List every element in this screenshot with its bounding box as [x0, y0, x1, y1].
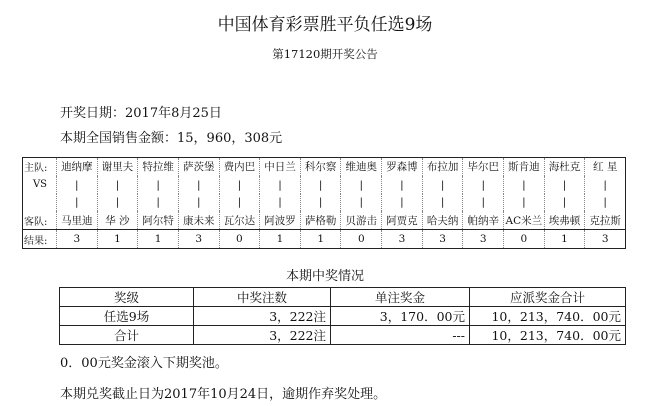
match-result: 3: [178, 230, 219, 249]
match-away: 帕纳辛: [463, 211, 504, 229]
match-away: 贝游击: [341, 211, 382, 229]
match-result: 3: [463, 230, 504, 249]
section-title: 本期中奖情况: [285, 269, 364, 284]
sep-row-1: [23, 176, 626, 194]
match-result: 1: [544, 230, 585, 249]
match-separator: |: [585, 176, 626, 194]
total-label: 合计: [60, 326, 194, 345]
match-separator: |: [57, 194, 98, 212]
match-separator: |: [463, 194, 504, 212]
prize-row: [60, 307, 626, 326]
total-count: 3，222注: [194, 326, 331, 345]
match-separator: |: [57, 176, 98, 194]
match-result: 3: [422, 230, 463, 249]
match-away: 马里迪: [57, 211, 98, 229]
header-unit-prize: 单注奖金: [331, 288, 470, 307]
match-away: 华 沙: [97, 211, 138, 229]
match-away: 哈夫纳: [422, 211, 463, 229]
match-result: 1: [97, 230, 138, 249]
match-home: 红 星: [585, 158, 626, 176]
match-separator: |: [178, 194, 219, 212]
match-home: 罗森博: [382, 158, 423, 176]
match-grid: [22, 157, 626, 249]
match-home: 谢里夫: [97, 158, 138, 176]
match-home: 费内巴: [219, 158, 260, 176]
sep-row-2: [23, 194, 626, 212]
match-home: 布拉加: [422, 158, 463, 176]
match-home: 萨茨堡: [178, 158, 219, 176]
match-separator: |: [585, 194, 626, 212]
deadline-note: 本期兑奖截止日为2017年10月24日，逾期作弃奖处理。: [60, 387, 387, 402]
prize-level: 任选9场: [60, 307, 194, 326]
match-separator: |: [219, 194, 260, 212]
prize-table: [59, 287, 626, 345]
page-title: 中国体育彩票胜平负任选9场: [217, 15, 433, 35]
match-separator: |: [97, 176, 138, 194]
draw-date: 开奖日期：2017年8月25日: [60, 106, 222, 121]
match-result: 1: [138, 230, 179, 249]
header-count: 中奖注数: [194, 288, 331, 307]
header-level: 奖级: [60, 288, 194, 307]
vs-label: VS: [32, 179, 48, 191]
match-away: 阿尔特: [138, 211, 179, 229]
sales-amount: 本期全国销售金额：15，960，308元: [60, 131, 283, 146]
match-separator: |: [138, 194, 179, 212]
match-away: 克拉斯: [585, 211, 626, 229]
match-separator: |: [341, 176, 382, 194]
match-separator: |: [300, 194, 341, 212]
match-separator: |: [138, 176, 179, 194]
match-home: 中日兰: [260, 158, 301, 176]
match-away: 萨格勒: [300, 211, 341, 229]
match-separator: |: [382, 194, 423, 212]
match-away: 埃弗顿: [544, 211, 585, 229]
result-label: 结果:: [23, 230, 57, 249]
match-home: 迪纳摩: [57, 158, 98, 176]
match-result: 3: [382, 230, 423, 249]
match-separator: |: [260, 176, 301, 194]
spacer-cell: [23, 194, 57, 212]
prize-unit: 3，170．00元: [331, 307, 470, 326]
home-row: [23, 158, 626, 176]
away-label: 客队:: [24, 216, 48, 228]
rollover-note: 0．00元奖金滚入下期奖池。: [60, 356, 228, 371]
match-result: 0: [504, 230, 545, 249]
match-separator: |: [97, 194, 138, 212]
match-away: 阿波罗: [260, 211, 301, 229]
match-result: 0: [341, 230, 382, 249]
prize-header-row: [60, 288, 626, 307]
prize-total: 10，213，740．00元: [470, 307, 626, 326]
result-row: [23, 230, 626, 249]
home-label: 主队:: [24, 163, 48, 175]
match-separator: |: [422, 194, 463, 212]
match-away: 瓦尔达: [219, 211, 260, 229]
total-amount: 10，213，740．00元: [470, 326, 626, 345]
match-home: 特拉维: [138, 158, 179, 176]
match-separator: |: [341, 194, 382, 212]
match-separator: |: [422, 176, 463, 194]
total-row: [60, 326, 626, 345]
header-total: 应派奖金合计: [470, 288, 626, 307]
match-result: 3: [57, 230, 98, 249]
away-row: [23, 211, 626, 229]
match-result: 1: [260, 230, 301, 249]
match-separator: |: [504, 176, 545, 194]
match-home: 维迪奥: [341, 158, 382, 176]
match-result: 0: [219, 230, 260, 249]
match-separator: |: [544, 194, 585, 212]
match-separator: |: [178, 176, 219, 194]
match-home: 毕尔巴: [463, 158, 504, 176]
match-away: AC米兰: [504, 211, 545, 229]
match-home: 科尔察: [300, 158, 341, 176]
match-result: 1: [300, 230, 341, 249]
total-unit: ---: [331, 326, 470, 345]
match-separator: |: [463, 176, 504, 194]
match-away: 康未来: [178, 211, 219, 229]
match-separator: |: [382, 176, 423, 194]
match-separator: |: [544, 176, 585, 194]
match-separator: |: [219, 176, 260, 194]
issue-subtitle: 第17120期开奖公告: [272, 47, 378, 61]
match-separator: |: [260, 194, 301, 212]
match-separator: |: [504, 194, 545, 212]
match-away: 阿贾克: [382, 211, 423, 229]
match-home: 海杜克: [544, 158, 585, 176]
match-separator: |: [300, 176, 341, 194]
match-result: 3: [585, 230, 626, 249]
prize-count: 3，222注: [194, 307, 331, 326]
match-home: 斯肯迪: [504, 158, 545, 176]
